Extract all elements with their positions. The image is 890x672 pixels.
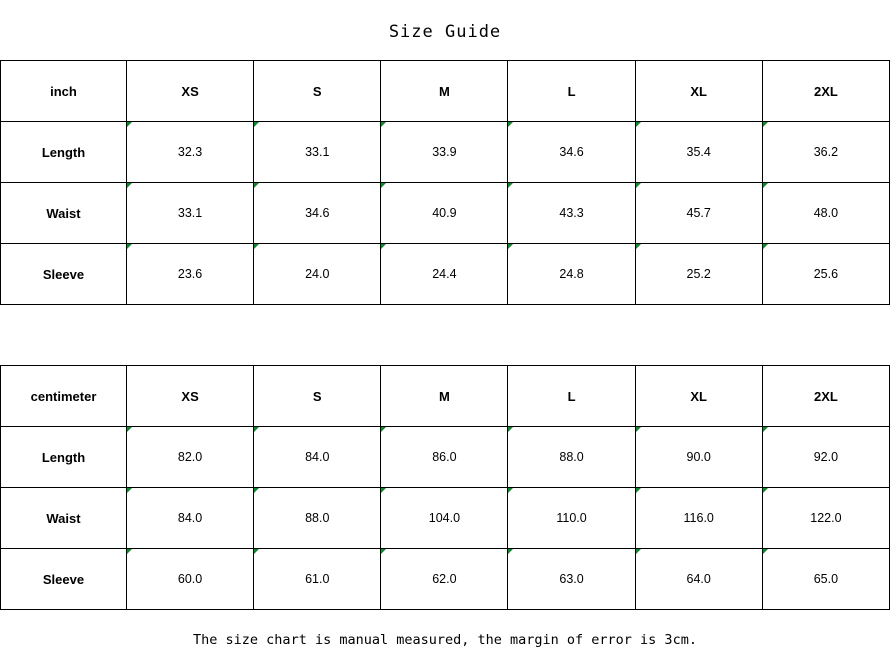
- column-header-s: S: [254, 61, 381, 122]
- cell-sleeve-m: 62.0: [381, 549, 508, 610]
- unit-label-centimeter: centimeter: [1, 366, 127, 427]
- cell-waist-xs: 33.1: [127, 183, 254, 244]
- cell-sleeve-l: 63.0: [508, 549, 635, 610]
- table-row: [1, 549, 890, 610]
- row-label-length: Length: [1, 122, 127, 183]
- unit-label-inch: inch: [1, 61, 127, 122]
- column-header-l: L: [508, 61, 635, 122]
- table-row: [1, 122, 890, 183]
- cell-length-xl: 35.4: [635, 122, 762, 183]
- cell-waist-l: 110.0: [508, 488, 635, 549]
- column-header-2xl: 2XL: [762, 61, 889, 122]
- table-row: [1, 183, 890, 244]
- cell-waist-s: 34.6: [254, 183, 381, 244]
- column-header-s: S: [254, 366, 381, 427]
- row-label-sleeve: Sleeve: [1, 549, 127, 610]
- row-label-waist: Waist: [1, 488, 127, 549]
- cell-length-m: 86.0: [381, 427, 508, 488]
- column-header-xs: XS: [127, 61, 254, 122]
- table-row: [1, 244, 890, 305]
- cell-sleeve-2xl: 65.0: [762, 549, 889, 610]
- cell-sleeve-xl: 64.0: [635, 549, 762, 610]
- cell-length-xs: 82.0: [127, 427, 254, 488]
- row-label-length: Length: [1, 427, 127, 488]
- cell-length-s: 84.0: [254, 427, 381, 488]
- cell-waist-m: 104.0: [381, 488, 508, 549]
- cell-waist-s: 88.0: [254, 488, 381, 549]
- cell-length-2xl: 36.2: [762, 122, 889, 183]
- size-table-inch: [0, 60, 890, 305]
- cell-length-l: 88.0: [508, 427, 635, 488]
- table-header-row: [1, 61, 890, 122]
- page-title: Size Guide: [388, 22, 502, 42]
- row-label-sleeve: Sleeve: [1, 244, 127, 305]
- cell-sleeve-l: 24.8: [508, 244, 635, 305]
- cell-length-xl: 90.0: [635, 427, 762, 488]
- measurement-note: The size chart is manual measured, the margin of error is 3cm.: [193, 632, 697, 648]
- cell-length-m: 33.9: [381, 122, 508, 183]
- cell-waist-xs: 84.0: [127, 488, 254, 549]
- table-row: [1, 488, 890, 549]
- cell-sleeve-xs: 23.6: [127, 244, 254, 305]
- cell-waist-2xl: 48.0: [762, 183, 889, 244]
- column-header-xl: XL: [635, 366, 762, 427]
- cell-length-s: 33.1: [254, 122, 381, 183]
- table-row: [1, 427, 890, 488]
- column-header-m: M: [381, 366, 508, 427]
- table-separator: [0, 305, 890, 365]
- row-label-waist: Waist: [1, 183, 127, 244]
- cell-waist-xl: 116.0: [635, 488, 762, 549]
- cell-waist-m: 40.9: [381, 183, 508, 244]
- cell-sleeve-xl: 25.2: [635, 244, 762, 305]
- column-header-xs: XS: [127, 366, 254, 427]
- column-header-m: M: [381, 61, 508, 122]
- cell-waist-xl: 45.7: [635, 183, 762, 244]
- size-table-centimeter: [0, 365, 890, 610]
- table-header-row: [1, 366, 890, 427]
- column-header-2xl: 2XL: [762, 366, 889, 427]
- column-header-l: L: [508, 366, 635, 427]
- cell-sleeve-xs: 60.0: [127, 549, 254, 610]
- column-header-xl: XL: [635, 61, 762, 122]
- cell-length-2xl: 92.0: [762, 427, 889, 488]
- cell-length-xs: 32.3: [127, 122, 254, 183]
- cell-sleeve-2xl: 25.6: [762, 244, 889, 305]
- cell-length-l: 34.6: [508, 122, 635, 183]
- cell-sleeve-m: 24.4: [381, 244, 508, 305]
- cell-waist-2xl: 122.0: [762, 488, 889, 549]
- cell-sleeve-s: 61.0: [254, 549, 381, 610]
- cell-waist-l: 43.3: [508, 183, 635, 244]
- cell-sleeve-s: 24.0: [254, 244, 381, 305]
